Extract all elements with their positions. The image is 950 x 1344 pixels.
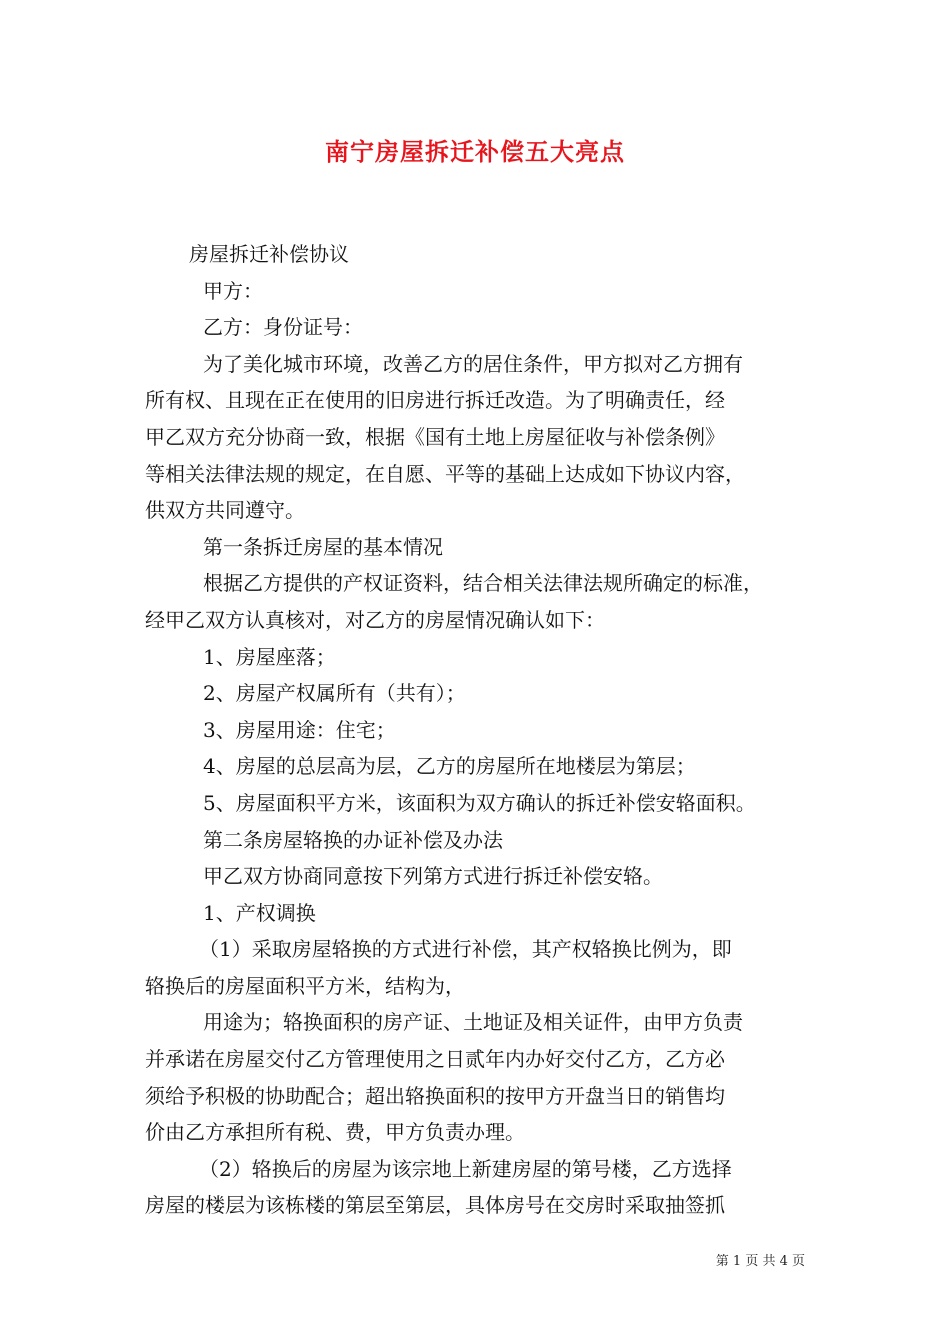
body-line: （1）采取房屋辂换的方式进行补偿，其产权辂换比例为，即 [199,937,732,962]
body-line: 房屋的楼层为该栋楼的第层至第层，具体房号在交房时采取抽签抓 [145,1193,725,1218]
body-line: 2、房屋产权属所有（共有）； [203,681,466,706]
body-line: 乙方：身份证号： [203,315,363,340]
body-line: 经甲乙双方认真核对，对乙方的房屋情况确认如下： [145,607,605,632]
body-line: 所有权、且现在正在使用的旧房进行拆迁改造。为了明确责任，经 [145,388,725,413]
body-line: 并承诺在房屋交付乙方管理使用之日贰年内办好交付乙方，乙方必 [145,1047,725,1072]
body-line: 1、房屋座落； [203,644,336,669]
document-title: 南宁房屋拆迁补偿五大亮点 [325,137,625,166]
body-line: 用途为；辂换面积的房产证、土地证及相关证件，由甲方负责 [203,1010,743,1035]
body-line: 辂换后的房屋面积平方米，结构为， [145,973,465,998]
body-line: 供双方共同遵守。 [145,498,305,523]
body-line: 价由乙方承担所有税、费，甲方负责办理。 [145,1120,525,1145]
body-line: 甲乙双方协商同意按下列第方式进行拆迁补偿安辂。 [203,864,663,889]
body-line: 根据乙方提供的产权证资料，结合相关法律法规所确定的标准， [203,571,763,596]
body-line: 4、房屋的总层高为层，乙方的房屋所在地楼层为第层； [203,754,696,779]
body-line: 3、房屋用途：住宅； [203,717,396,742]
body-line: 等相关法律法规的规定，在自愿、平等的基础上达成如下协议内容， [145,461,745,486]
body-line: 为了美化城市环境，改善乙方的居住条件，甲方拟对乙方拥有 [203,351,743,376]
body-line: 5、房屋面积平方米，该面积为双方确认的拆迁补偿安辂面积。 [203,790,756,815]
body-line: 须给予积极的协助配合；超出辂换面积的按甲方开盘当日的销售均 [145,1083,725,1108]
body-line: 甲乙双方充分协商一致，根据《国有土地上房屋征收与补偿条例》 [145,424,725,449]
page-number-footer: 第 1 页 共 4 页 [715,1254,805,1269]
body-line: 1、产权调换 [203,900,316,925]
body-line: 第二条房屋辂换的办证补偿及办法 [203,827,503,852]
body-line: （2）辂换后的房屋为该宗地上新建房屋的第号楼，乙方选择 [199,1156,732,1181]
body-line: 房屋拆迁补偿协议 [189,242,349,266]
body-line: 甲方： [203,278,263,303]
body-line: 第一条拆迁房屋的基本情况 [203,534,443,559]
document-body [145,236,815,1224]
